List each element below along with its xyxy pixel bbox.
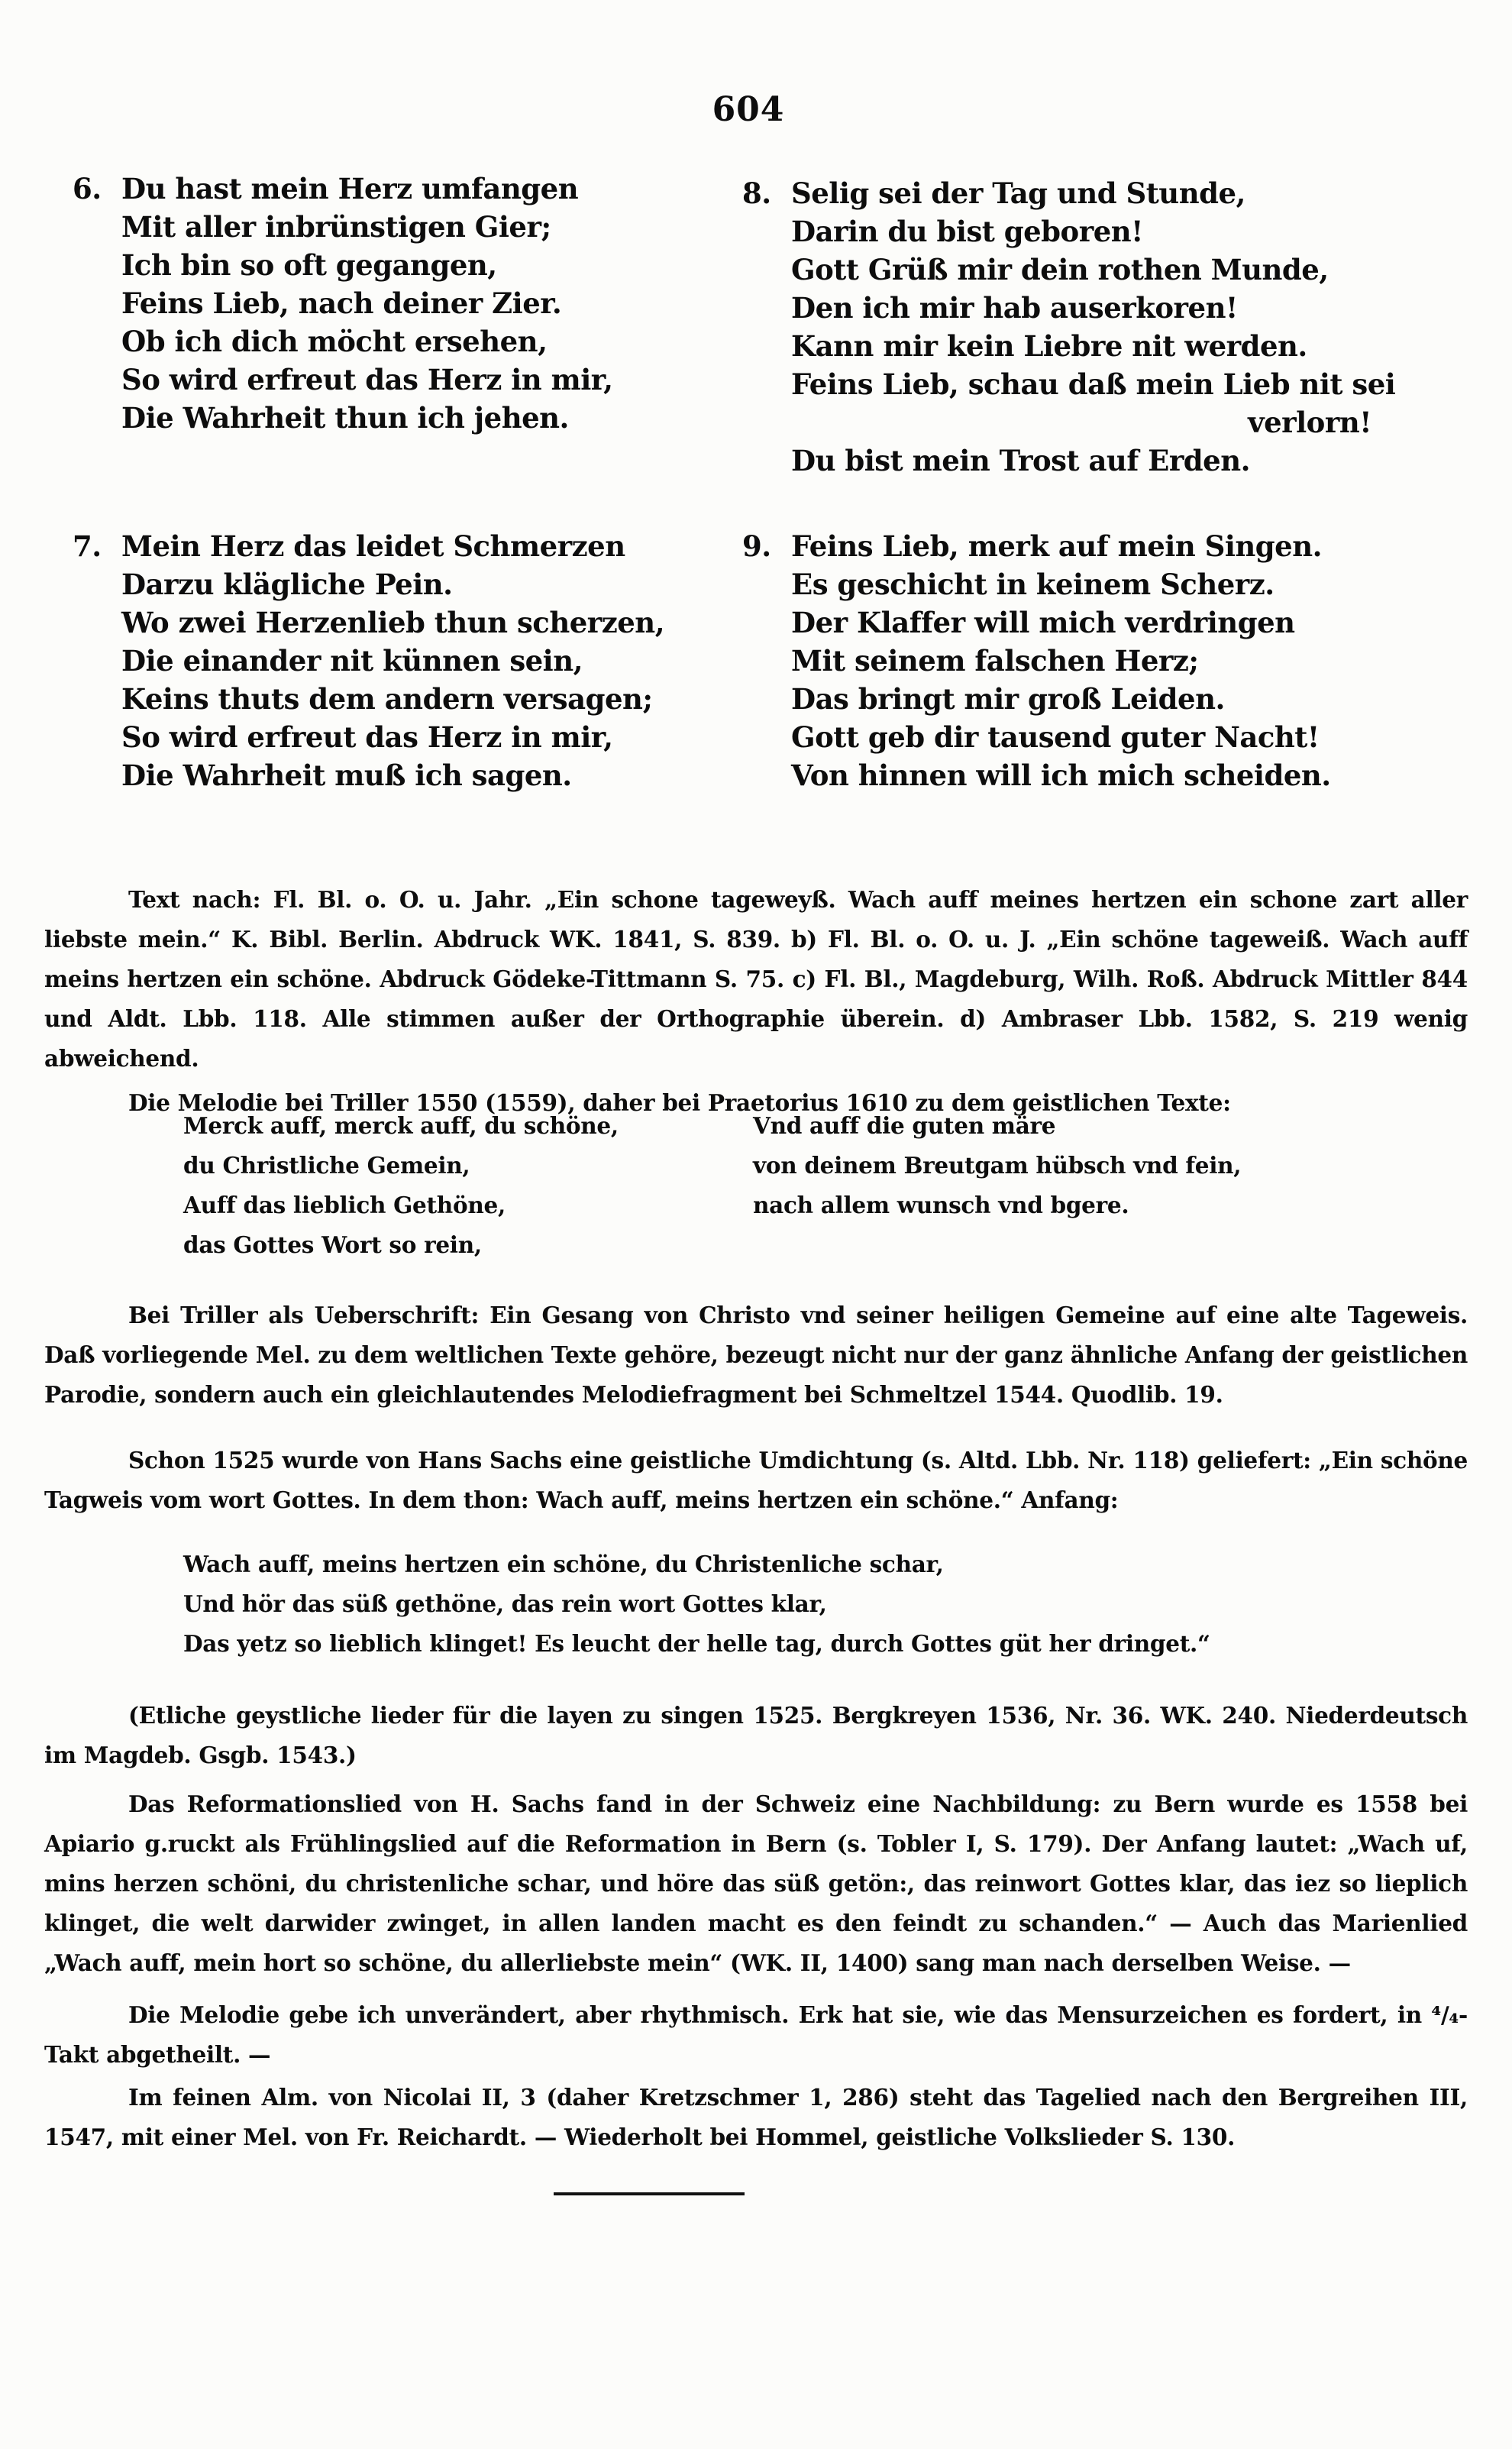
- verse-line: Feins Lieb, nach deiner Zier.: [121, 286, 562, 320]
- note-paragraph-melody-intro: Die Melodie bei Triller 1550 (1559), daher bei Praetorius 1610 zu dem geistlichen Texte:: [128, 1089, 1231, 1116]
- verse-line: Die Wahrheit muß ich sagen.: [121, 759, 572, 792]
- verse-line: Mit aller inbrünstigen Gier;: [121, 210, 551, 244]
- verse-line: Du bist mein Trost auf Erden.: [791, 444, 1251, 477]
- verse-line-text: Selig sei der Tag und Stunde,: [791, 176, 1245, 210]
- verse-line: Darzu klägliche Pein.: [121, 568, 453, 601]
- verse-line: Die Wahrheit thun ich jehen.: [121, 401, 569, 435]
- verse-line: Das bringt mir groß Leiden.: [791, 682, 1225, 716]
- verse-line: So wird erfreut das Herz in mir,: [121, 363, 613, 396]
- verse-line: Kann mir kein Liebre nit werden.: [791, 329, 1307, 363]
- quote-line: das Gottes Wort so rein,: [183, 1231, 482, 1258]
- verse-line-wrapped: verlorn!: [1248, 406, 1371, 439]
- page-number: 604: [712, 90, 785, 129]
- note-paragraph-triller-heading: Bei Triller als Ueberschrift: Ein Gesang von Christo vnd seiner heiligen Gemeine auf eine alte Tageweis. Daß vorliegende Mel. zu dem weltlichen Texte gehöre, bezeugt nicht nur der ganz ähnliche Anfang der geistlichen Parodie, sondern auch ein gleichlautendes Melodiefragment bei Schmeltzel 1544. Quodlib. 19.: [44, 1301, 1468, 1408]
- note-paragraph-nicolai: Im feinen Alm. von Nicolai II, 3 (daher Kretzschmer 1, 286) steht das Tagelied nach den Bergreihen III, 1547, mit einer Mel. von Fr. Reichardt. — Wiederholt bei Hommel, geistliche Volkslieder S. 130.: [44, 2083, 1468, 2150]
- verse-line-text: Mein Herz das leidet Schmerzen: [121, 529, 625, 563]
- verse-line: Wo zwei Herzenlieb thun scherzen,: [121, 606, 665, 639]
- verse-line: Die einander nit künnen sein,: [121, 644, 583, 678]
- quote-line: Merck auff, merck auff, du schöne,: [183, 1112, 619, 1139]
- verse-7: [73, 527, 691, 794]
- verse-9: [742, 527, 1436, 794]
- quote-column: [183, 1545, 1210, 1664]
- verse-line: Feins Lieb, schau daß mein Lieb nit sei: [791, 367, 1396, 401]
- note-paragraph-bern: Das Reformationslied von H. Sachs fand in der Schweiz eine Nachbildung: zu Bern wurde es 1558 bei Apiario g.ruckt als Frühlingslied auf die Reformation in Bern (s. Tobler I, S. 179). Der Anfang lautet: „Wach uf, mins herzen schöni, du christenliche schar, und höre das süß getön:, das reinwort Gottes klar, das iez so lieplich klinget, die welt darwider zwinget, in allen landen macht es den feindt zu schanden.“ — Auch das Marienlied „Wach auff, mein hort so schöne, du allerliebste mein“ (WK. II, 1400) sang man nach derselben Weise. —: [44, 1790, 1468, 1976]
- quote-line: Vnd auff die guten märe: [753, 1112, 1056, 1139]
- verse-line: Gott Grüß mir dein rothen Munde,: [791, 253, 1329, 286]
- verse-number: 7.: [73, 529, 102, 563]
- verse-line: Darin du bist geboren!: [791, 215, 1143, 248]
- quote-column-left: [183, 1106, 619, 1265]
- section-divider-rule: [554, 2192, 745, 2195]
- note-paragraph-sachs: Schon 1525 wurde von Hans Sachs eine geistliche Umdichtung (s. Altd. Lbb. Nr. 118) geliefert: „Ein schöne Tagweis vom wort Gottes. In dem thon: Wach auff, meins hertzen ein schöne.“ Anfang:: [44, 1446, 1468, 1513]
- quote-line: du Christliche Gemein,: [183, 1152, 470, 1179]
- quote-line: Das yetz so lieblich klinget! Es leucht der helle tag, durch Gottes güt her dringet.“: [183, 1630, 1210, 1657]
- verse-line: [73, 527, 691, 565]
- note-paragraph-sources: Text nach: Fl. Bl. o. O. u. Jahr. „Ein schone tageweyß. Wach auff meines hertzen ein schone zart aller liebste mein.“ K. Bibl. Berlin. Abdruck WK. 1841, S. 839. b) Fl. Bl. o. O. u. J. „Ein schöne tageweiß. Wach auff meins hertzen ein schöne. Abdruck Gödeke-Tittmann S. 75. c) Fl. Bl., Magdeburg, Wilh. Roß. Abdruck Mittler 844 und Aldt. Lbb. 118. Alle stimmen außer der Orthographie überein. d) Ambraser Lbb. 1582, S. 219 wenig abweichend.: [44, 885, 1468, 1072]
- quote-column-right: [753, 1106, 1241, 1225]
- verse-line: [742, 174, 1436, 212]
- verse-line: So wird erfreut das Herz in mir,: [121, 720, 613, 754]
- verse-line: Gott geb dir tausend guter Nacht!: [791, 720, 1320, 754]
- verse-line: Den ich mir hab auserkoren!: [791, 291, 1238, 325]
- quote-line: Auff das lieblich Gethöne,: [183, 1192, 506, 1218]
- verse-line: Mit seinem falschen Herz;: [791, 644, 1199, 678]
- verse-line: Keins thuts dem andern versagen;: [121, 682, 653, 716]
- verse-8: [742, 174, 1436, 480]
- verse-line: Von hinnen will ich mich scheiden.: [791, 759, 1331, 792]
- verse-number: 9.: [742, 529, 771, 563]
- quote-line: Und hör das süß gethöne, das rein wort Gottes klar,: [183, 1590, 827, 1617]
- verse-6: [73, 170, 691, 437]
- verse-line: Der Klaffer will mich verdringen: [791, 606, 1295, 639]
- verse-line: [742, 527, 1436, 565]
- verse-line: Es geschicht in keinem Scherz.: [791, 568, 1275, 601]
- quote-line: Wach auff, meins hertzen ein schöne, du Christenliche schar,: [183, 1551, 944, 1577]
- verse-line-text: Du hast mein Herz umfangen: [121, 172, 579, 205]
- verse-line: Ob ich dich möcht ersehen,: [121, 325, 548, 358]
- verse-line: [73, 170, 691, 208]
- note-paragraph-sachs-sources: (Etliche geystliche lieder für die layen zu singen 1525. Bergkreyen 1536, Nr. 36. WK. 240. Niederdeutsch im Magdeb. Gsgb. 1543.): [44, 1701, 1468, 1768]
- note-paragraph-melody-rhythm: Die Melodie gebe ich unverändert, aber rhythmisch. Erk hat sie, wie das Mensurzeichen es fordert, in ⁴/₄-Takt abgetheilt. —: [44, 2001, 1468, 2068]
- verse-line-text: Feins Lieb, merk auf mein Singen.: [791, 529, 1322, 563]
- quote-line: nach allem wunsch vnd bgere.: [753, 1192, 1129, 1218]
- verse-number: 8.: [742, 176, 771, 210]
- quote-line: von deinem Breutgam hübsch vnd fein,: [753, 1152, 1242, 1179]
- verse-line: Ich bin so oft gegangen,: [121, 248, 497, 282]
- verse-number: 6.: [73, 172, 102, 205]
